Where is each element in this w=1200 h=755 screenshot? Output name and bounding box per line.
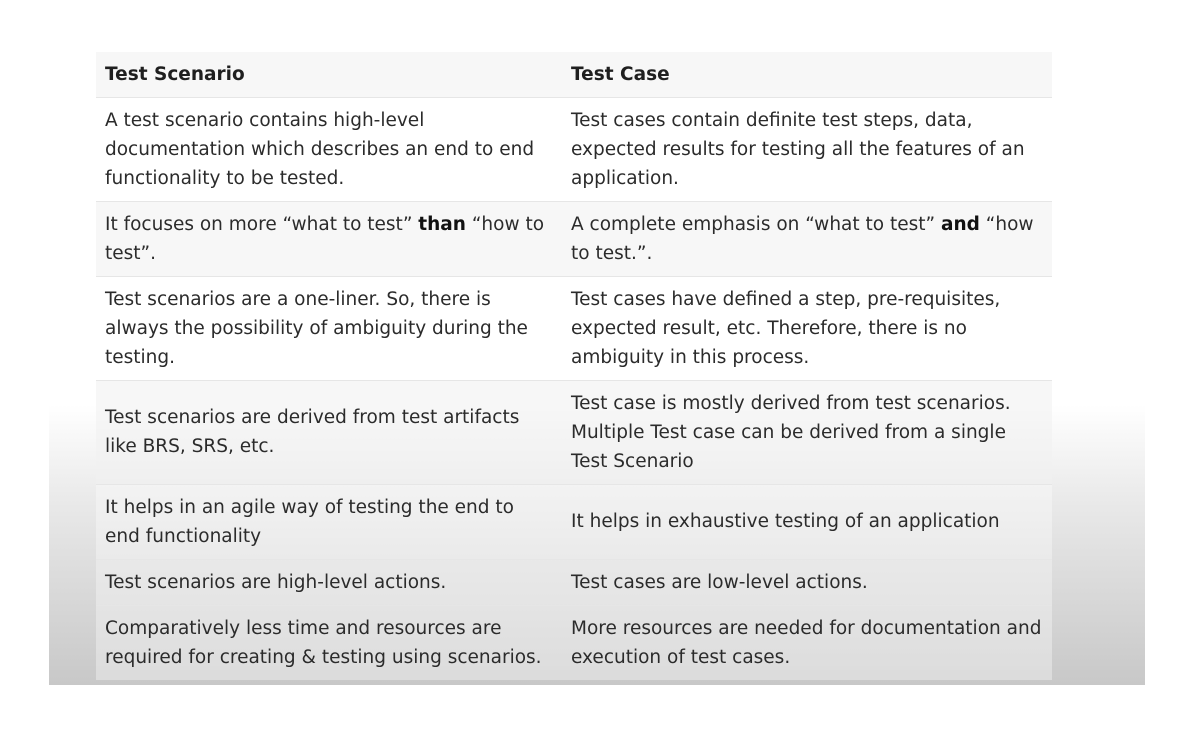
cell-text: Test case is mostly derived from test scenarios. Multiple Test case can be derived from a single Test Scenario <box>571 392 1011 472</box>
cell-text: Test cases contain definite test steps, data, expected results for testing all the features of an application. <box>571 109 1025 189</box>
table-row <box>96 201 1052 276</box>
case-cell <box>562 559 1052 605</box>
bold-word: and <box>940 213 980 235</box>
cell-text: More resources are needed for documentation and execution of test cases. <box>571 617 1042 668</box>
table-header-row <box>96 52 1052 97</box>
table-row <box>96 380 1052 484</box>
cell-text: Test cases are low-level actions. <box>571 571 868 593</box>
cell-text: A complete emphasis on “what to test” <box>571 213 941 235</box>
scenario-cell <box>96 380 562 484</box>
cell-text: It focuses on more “what to test” <box>105 213 419 235</box>
case-cell <box>562 380 1052 484</box>
table-row <box>96 276 1052 380</box>
table-row <box>96 605 1052 680</box>
cell-text: It helps in an agile way of testing the end to end functionality <box>105 496 514 547</box>
header-test-scenario: Test Scenario <box>96 52 562 97</box>
cell-text: Test scenarios are high-level actions. <box>105 571 447 593</box>
scenario-cell <box>96 97 562 201</box>
cell-text: It helps in exhaustive testing of an application <box>571 511 1000 532</box>
cell-text: A test scenario contains high-level documentation which describes an end to end functionality to be tested. <box>105 109 535 189</box>
case-cell <box>562 484 1052 559</box>
cell-text: Test scenarios are a one-liner. So, there is always the possibility of ambiguity during the testing. <box>105 288 528 368</box>
table-row <box>96 97 1052 201</box>
scenario-cell <box>96 605 562 680</box>
cell-text: “how to test”. <box>105 213 545 264</box>
case-cell <box>562 97 1052 201</box>
header-test-case: Test Case <box>562 52 1052 97</box>
scenario-cell <box>96 559 562 605</box>
scenario-cell <box>96 276 562 380</box>
scenario-cell <box>96 484 562 559</box>
cell-text: Test scenarios are derived from test artifacts like BRS, SRS, etc. <box>105 407 520 457</box>
table-row <box>96 559 1052 605</box>
case-cell <box>562 605 1052 680</box>
bold-word: than <box>418 213 466 235</box>
table-row <box>96 484 1052 559</box>
cell-text: “how to test.”. <box>571 213 1034 264</box>
scenario-cell <box>96 201 562 276</box>
case-cell <box>562 201 1052 276</box>
comparison-table <box>96 52 1052 680</box>
cell-text: Test cases have defined a step, pre-requisites, expected result, etc. Therefore, there is no ambiguity in this process. <box>571 288 1001 368</box>
cell-text: Comparatively less time and resources are required for creating & testing using scenarios. <box>105 617 542 668</box>
case-cell <box>562 276 1052 380</box>
